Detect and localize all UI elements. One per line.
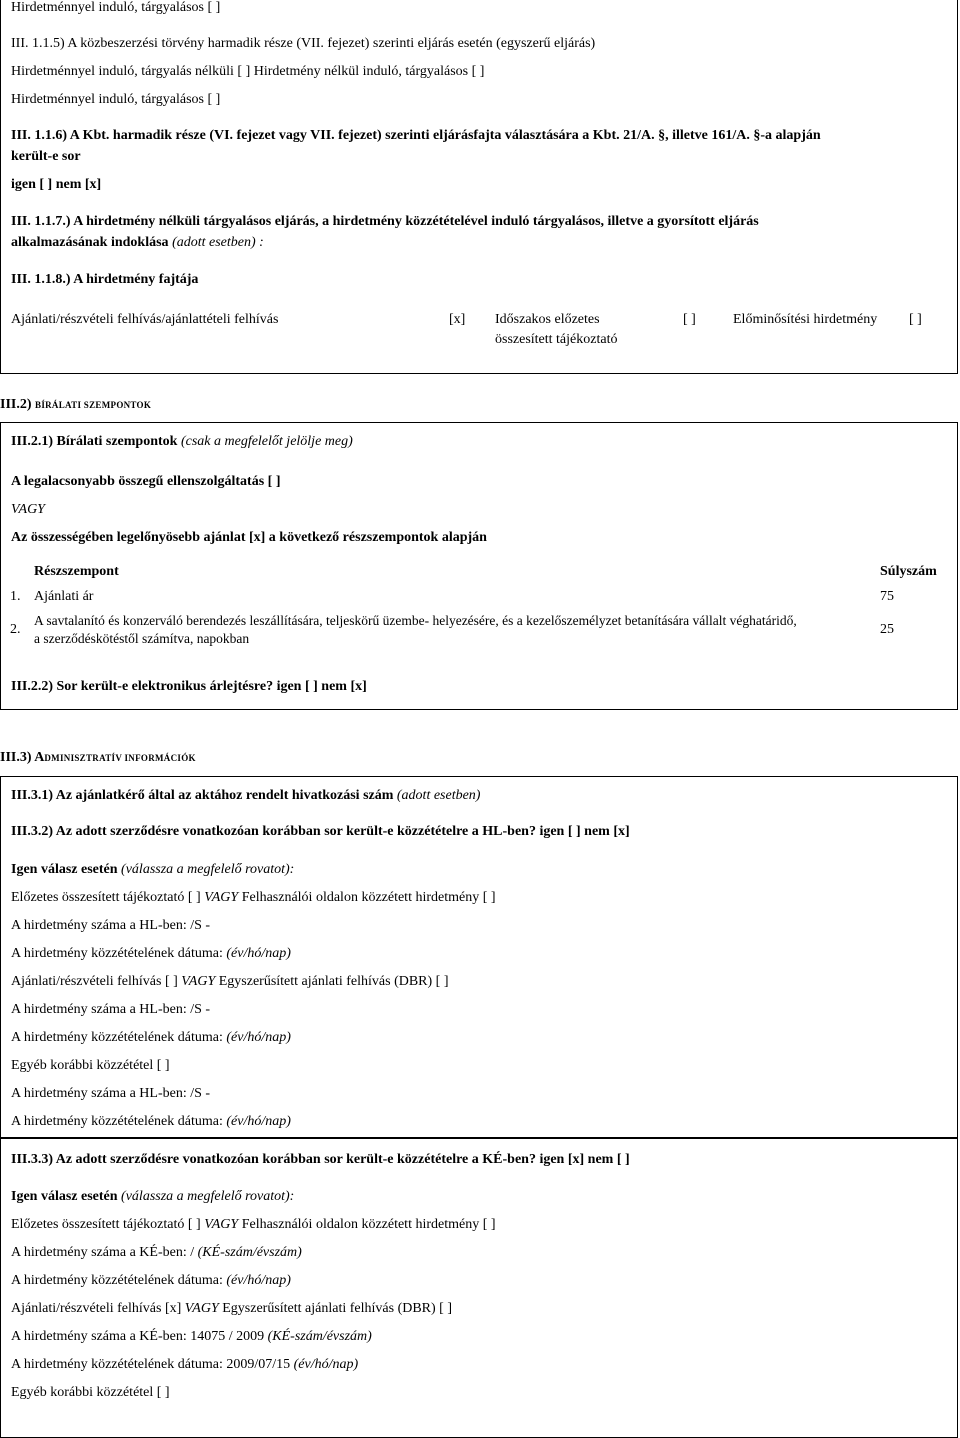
hl-prior-info: Előzetes összesített tájékoztató [ ] VAGY Felhasználói oldalon közzétett hirdetmény [ ] [11, 890, 496, 905]
row-criterion: A savtalanító és konzerváló berendezés leszállítására, teljeskörű üzembe- helyezésére, és a kezelőszemélyzet betanítására vállalt véghatáridő, a szerződéskötéstől számítva, napokban [34, 613, 797, 646]
notice-periodic-line2: összesített tájékoztató [495, 332, 618, 347]
ke-call: Ajánlati/részvételi felhívás [x] VAGY Egyszerűsített ajánlati felhívás (DBR) [ ] [11, 1301, 452, 1316]
procedure-type-line: Hirdetménnyel induló, tárgyalásos [ ] [11, 0, 221, 15]
heading-115: III. 1.1.5) A közbeszerzési törvény harmadik része (VII. fejezet) szerinti eljárás esetén (egyszerű eljárás) [11, 36, 596, 51]
table-row [10, 610, 950, 650]
ke-other: Egyéb korábbi közzététel [ ] [11, 1385, 170, 1400]
or-label: VAGY [11, 502, 45, 517]
ke-publication-section [0, 1138, 958, 1438]
admin-info-section [0, 776, 958, 1138]
ke-date-1: A hirdetmény közzétételének dátuma: (év/hó/nap) [11, 1273, 291, 1288]
procedure-options-1: Hirdetménnyel induló, tárgyalás nélküli [ ] Hirdetmény nélkül induló, tárgyalásos [ ] [11, 64, 485, 79]
notice-prequalification-check: [ ] [909, 312, 922, 327]
ke-date-2: A hirdetmény közzétételének dátuma: 2009/07/15 (év/hó/nap) [11, 1357, 359, 1372]
section-title-iii2: III.2) BÍRÁLATI SZEMPONTOK [0, 397, 152, 412]
row-number: 1. [10, 589, 21, 604]
notice-periodic-line1: Időszakos előzetes [495, 312, 600, 327]
row-weight: 75 [880, 589, 894, 604]
procedure-section [0, 0, 958, 374]
heading-22: III.2.2) Sor került-e elektronikus árlejtésre? igen [ ] nem [x] [11, 679, 367, 694]
heading-117-line1: III. 1.1.7.) A hirdetmény nélküli tárgyalásos eljárás, a hirdetmény közzétételével induló tárgyalásos, illetve a gyorsított eljárás [11, 214, 759, 229]
ke-number-1: A hirdetmény száma a KÉ-ben: / (KÉ-szám/évszám) [11, 1245, 302, 1260]
hl-yes-intro: Igen válasz esetén (válassza a megfelelő rovatot): [11, 862, 295, 877]
hl-date-2: A hirdetmény közzétételének dátuma: (év/hó/nap) [11, 1030, 291, 1045]
justification-note: (adott esetben) : [168, 235, 264, 250]
notice-call-for-tender-check: [x] [449, 312, 466, 327]
ke-yes-intro: Igen válasz esetén (válassza a megfelelő rovatot): [11, 1189, 295, 1204]
col-subcriterion: Részszempont [34, 564, 119, 579]
hl-number-1: A hirdetmény száma a HL-ben: /S - [11, 918, 211, 933]
heading-31: III.3.1) Az ajánlatkérő által az aktához rendelt hivatkozási szám (adott esetben) [11, 788, 481, 803]
heading-21: III.2.1) Bírálati szempontok (csak a megfelelőt jelölje meg) [11, 434, 353, 449]
table-header-row [10, 560, 950, 584]
lowest-price-option: A legalacsonyabb összegű ellenszolgáltatás [ ] [11, 474, 281, 489]
hl-other: Egyéb korábbi közzététel [ ] [11, 1058, 170, 1073]
heading-117-line2 [11, 234, 264, 252]
hl-date-1: A hirdetmény közzétételének dátuma: (év/hó/nap) [11, 946, 291, 961]
hl-call: Ajánlati/részvételi felhívás [ ] VAGY Egyszerűsített ajánlati felhívás (DBR) [ ] [11, 974, 449, 989]
hl-number-3: A hirdetmény száma a HL-ben: /S - [11, 1086, 211, 1101]
row-weight: 25 [880, 622, 894, 637]
notice-periodic-check: [ ] [683, 312, 696, 327]
hl-date-3: A hirdetmény közzétételének dátuma: (év/hó/nap) [11, 1114, 291, 1129]
ke-number-2: A hirdetmény száma a KÉ-ben: 14075 / 2009 (KÉ-szám/évszám) [11, 1329, 372, 1344]
heading-32: III.3.2) Az adott szerződésre vonatkozóan korábban sor került-e közzétételre a HL-ben? igen [ ] nem [x] [11, 824, 630, 839]
row-criterion: Ajánlati ár [34, 589, 94, 604]
row-number: 2. [10, 622, 21, 637]
heading-33: III.3.3) Az adott szerződésre vonatkozóan korábban sor került-e közzétételre a KÉ-ben? igen [x] nem [ ] [11, 1152, 630, 1167]
heading-116-line2: került-e sor [11, 149, 81, 164]
col-weight: Súlyszám [880, 564, 937, 579]
notice-call-for-tender: Ajánlati/részvételi felhívás/ajánlattételi felhívás [11, 312, 279, 327]
best-value-option: Az összességében legelőnyösebb ajánlat [x] a következő részszempontok alapján [11, 530, 487, 545]
notice-type-row [11, 311, 951, 361]
heading-118: III. 1.1.8.) A hirdetmény fajtája [11, 272, 199, 287]
justification-label: alkalmazásának indoklása [11, 235, 169, 250]
table-row [10, 584, 950, 610]
procedure-options-2: Hirdetménnyel induló, tárgyalásos [ ] [11, 92, 221, 107]
notice-prequalification: Előminősítési hirdetmény [733, 312, 878, 327]
ke-prior-info: Előzetes összesített tájékoztató [ ] VAGY Felhasználói oldalon közzétett hirdetmény [ ] [11, 1217, 496, 1232]
hl-number-2: A hirdetmény száma a HL-ben: /S - [11, 1002, 211, 1017]
heading-116-line1: III. 1.1.6) A Kbt. harmadik része (VI. fejezet vagy VII. fejezet) szerinti eljárásfajta választására a Kbt. 21/A. §, illetve 161/A. §-a alapján [11, 128, 821, 143]
criteria-table [10, 560, 950, 650]
heading-116-answer: igen [ ] nem [x] [11, 177, 102, 192]
section-title-iii3: III.3) ADMINISZTRATÍV INFORMÁCIÓK [0, 750, 196, 765]
